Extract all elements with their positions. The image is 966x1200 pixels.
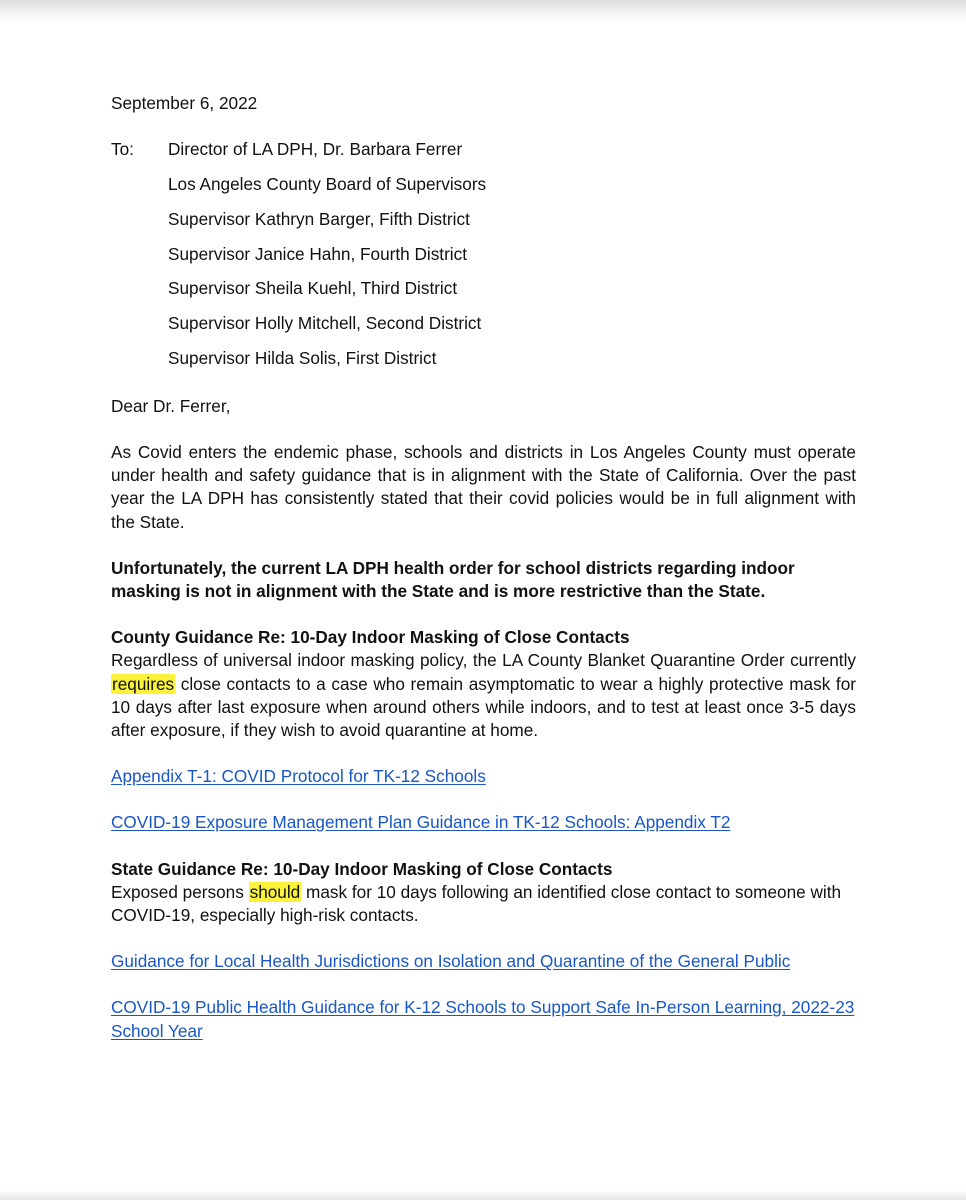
recipient-list (168, 138, 856, 382)
state-text-after: mask for 10 days following an identified close contact to someone with COVID-19, especially high-risk contacts. (111, 881, 842, 926)
salutation: Dear Dr. Ferrer, (111, 395, 231, 416)
link-k12-school-guidance[interactable]: COVID-19 Public Health Guidance for K-12 Schools to Support Safe In-Person Learning, 2022-23 School Year (111, 997, 855, 1041)
link-appendix-t2[interactable]: COVID-19 Exposure Management Plan Guidance in TK-12 Schools: Appendix T2 (111, 812, 731, 833)
recipient-item: Supervisor Janice Hahn, Fourth District (168, 243, 467, 264)
letter-date: September 6, 2022 (111, 93, 258, 113)
county-text-after: close contacts to a case who remain asymptomatic to wear a highly protective mask for 10 days after last exposure when around others while indoors, and to test at least once 3-5 days after exposure, if they wish to avoid quarantine at home. (111, 673, 856, 741)
bottom-edge-shadow (0, 1190, 966, 1200)
recipient-item: Supervisor Holly Mitchell, Second District (168, 313, 482, 334)
county-text-before: Regardless of universal indoor masking policy, the LA County Blanket Quarantine Order currently (111, 650, 856, 671)
top-edge-shadow (0, 0, 966, 22)
intro-paragraph: As Covid enters the endemic phase, schools and districts in Los Angeles County must operate under health and safety guidance that is in alignment with the State of California. Over the past year the LA DPH has consistently stated that their covid policies would be in full alignment with the State. (111, 441, 856, 532)
county-guidance-heading: County Guidance Re: 10-Day Indoor Masking of Close Contacts (111, 627, 630, 648)
link-appendix-t1[interactable]: Appendix T-1: COVID Protocol for TK-12 Schools (111, 766, 486, 787)
link-isolation-quarantine-guidance[interactable]: Guidance for Local Health Jurisdictions on Isolation and Quarantine of the General Public (111, 951, 791, 972)
county-guidance-section (111, 626, 856, 742)
recipient-item: Supervisor Sheila Kuehl, Third District (168, 278, 458, 299)
highlighted-word-requires: requires (112, 673, 175, 694)
recipient-item: Supervisor Hilda Solis, First District (168, 347, 437, 368)
state-guidance-heading: State Guidance Re: 10-Day Indoor Masking of Close Contacts (111, 858, 613, 879)
bold-statement: Unfortunately, the current LA DPH health order for school districts regarding indoor masking is not in alignment with the State and is more restrictive than the State. (111, 557, 795, 601)
letter-page (111, 92, 856, 1066)
recipient-item: Director of LA DPH, Dr. Barbara Ferrer (168, 139, 463, 160)
recipient-item: Los Angeles County Board of Supervisors (168, 174, 487, 194)
highlighted-word-should: should (249, 881, 301, 902)
recipient-item: Supervisor Kathryn Barger, Fifth District (168, 208, 470, 229)
state-text-before: Exposed persons (111, 881, 244, 902)
recipient-block (111, 138, 856, 382)
to-label: To: (111, 139, 134, 160)
state-guidance-section (111, 858, 856, 928)
state-guidance-text (111, 881, 856, 927)
county-guidance-text (111, 649, 856, 742)
